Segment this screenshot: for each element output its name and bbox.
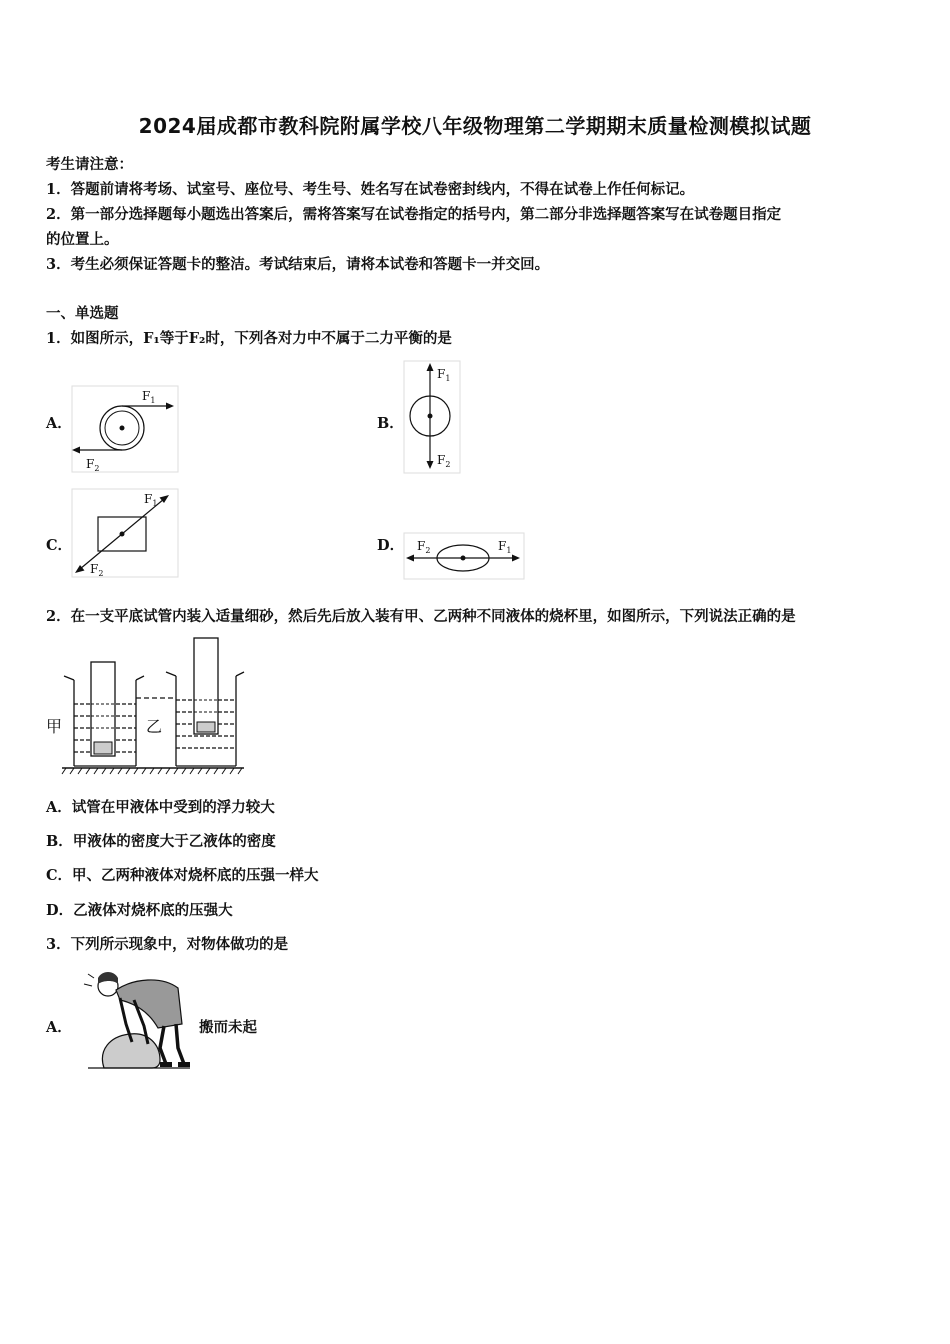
q3-stem: 3．下列所示现象中，对物体做功的是 <box>46 936 289 953</box>
sand-right <box>197 722 215 732</box>
q1-option-c-label: C． <box>46 537 73 554</box>
q1-option-d-figure <box>403 532 525 580</box>
q2-option-d: D．乙液体对烧杯底的压强大 <box>46 902 233 919</box>
beaker-right <box>166 638 244 766</box>
q1-stem: 1．如图所示，F₁等于F₂时，下列各对力中不属于二力平衡的是 <box>46 330 452 347</box>
f2-label: $F_2$ <box>437 453 451 469</box>
f2-label: $F_2$ <box>417 539 431 555</box>
q1-option-c-figure <box>70 487 180 579</box>
q2-stem: 2．在一支平底试管内装入适量细砂，然后先后放入装有甲、乙两种不同液体的烧杯里，如图所示，下列说法正确的是 <box>46 608 796 625</box>
f2-label: $F_2$ <box>90 562 104 578</box>
q1-option-b-figure <box>403 360 463 475</box>
label-yi: 乙 <box>146 717 163 736</box>
f2-label: $F_2$ <box>86 457 100 473</box>
notice-heading: 考生请注意： <box>46 156 133 173</box>
notice-item-2-cont: 的位置上。 <box>46 231 119 248</box>
q2-beakers-figure <box>46 634 246 776</box>
q3-option-a-caption: 搬而未起 <box>199 1019 257 1036</box>
f1-label: $F_1$ <box>498 539 512 555</box>
sand-left <box>94 742 112 754</box>
page-title: 2024届成都市教科院附属学校八年级物理第二学期期末质量检测模拟试题 <box>138 114 812 138</box>
notice-item-1: 1．答题前请将考场、试室号、座位号、考生号、姓名写在试卷密封线内，不得在试卷上作任何标记。 <box>46 181 695 198</box>
beaker-left <box>64 662 144 766</box>
q2-option-b: B．甲液体的密度大于乙液体的密度 <box>46 833 276 850</box>
notice-item-2: 2．第一部分选择题每小题选出答案后，需将答案写在试卷指定的括号内，第二部分非选择题答案写在试卷题目指定 <box>46 206 782 223</box>
q2-option-c: C．甲、乙两种液体对烧杯底的压强一样大 <box>46 867 319 884</box>
f1-label: $F_1$ <box>142 389 156 405</box>
q1-option-a-figure <box>70 384 180 474</box>
q3-option-a-figure <box>74 964 194 1072</box>
q1-option-a-label: A． <box>46 415 72 432</box>
section-heading: 一、单选题 <box>46 305 119 322</box>
notice-item-3: 3．考生必须保证答题卡的整洁。考试结束后，请将本试卷和答题卡一并交回。 <box>46 256 550 273</box>
q1-option-b-label: B． <box>377 415 404 432</box>
f1-label: $F_1$ <box>144 492 158 508</box>
pulley-axle <box>120 426 125 431</box>
f1-label: $F_1$ <box>437 367 451 383</box>
q2-option-a: A．试管在甲液体中受到的浮力较大 <box>46 799 275 816</box>
q1-option-d-label: D． <box>377 537 405 554</box>
label-jia: 甲 <box>46 717 63 736</box>
q3-option-a-label: A． <box>46 1019 72 1036</box>
